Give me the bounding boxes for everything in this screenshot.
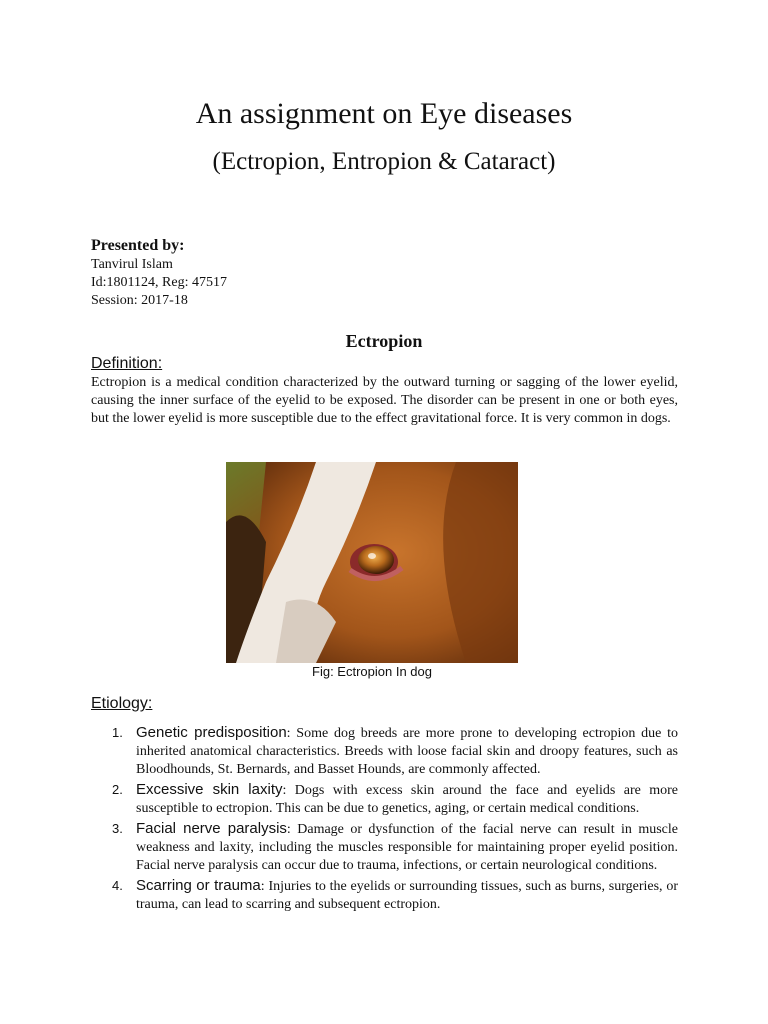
etiology-term: Excessive skin laxity [136, 781, 283, 798]
etiology-text: : Injuries to the eyelids or surrounding tissues, such as burns, surgeries, or trauma, can lead to scarring and subsequent ectropion. [136, 879, 678, 912]
presenter-id: Id:1801124, Reg: 47517 [91, 275, 227, 290]
figure-caption: Fig: Ectropion In dog [312, 664, 432, 679]
section-title: Ectropion [345, 331, 423, 351]
document-title: An assignment on Eye diseases [195, 97, 573, 130]
definition-heading: Definition: [91, 355, 163, 372]
document-subtitle: (Ectropion, Entropion & Cataract) [212, 148, 556, 175]
etiology-heading: Etiology: [91, 695, 153, 712]
presenter-session: Session: 2017-18 [91, 293, 188, 308]
etiology-text: : Some dog breeds are more prone to developing ectropion due to inherited anatomical characteristics. Breeds with loose facial skin and droopy features, such as Bloodhounds, St. Bernards, and Basset Hounds, are commonly affected. [136, 726, 678, 777]
list-item [108, 724, 678, 779]
list-number: 4. [112, 878, 123, 893]
etiology-text: : Dogs with excess skin around the face and eyelids are more susceptible to ectropion. This can be due to genetics, aging, or certain medical conditions. [136, 783, 678, 816]
list-item [108, 781, 678, 818]
list-item [108, 877, 678, 914]
list-number: 2. [112, 782, 123, 797]
presenter-block [91, 236, 681, 310]
list-number: 1. [112, 725, 123, 740]
etiology-term: Scarring or trauma [136, 877, 261, 894]
presenter-name: Tanvirul Islam [91, 257, 173, 272]
etiology-term: Facial nerve paralysis [136, 820, 287, 837]
definition-text: Ectropion is a medical condition characterized by the outward turning or sagging of the lower eyelid, causing the inner surface of the eyelid to be exposed. The disorder can be present in one or both eyes, but the lower eyelid is more susceptible due to the effect gravitational force. It is very common in dogs. [91, 375, 678, 426]
etiology-term: Genetic predisposition [136, 724, 287, 741]
ectropion-dog-photo [226, 462, 518, 663]
etiology-list [108, 724, 678, 916]
list-item [108, 820, 678, 875]
presenter-label: Presented by: [91, 237, 185, 254]
list-number: 3. [112, 821, 123, 836]
etiology-text: : Damage or dysfunction of the facial nerve can result in muscle weakness and laxity, including the muscles responsible for maintaining proper eyelid position. Facial nerve paralysis can occur due to trauma, infections, or certain neurological conditions. [136, 822, 678, 873]
